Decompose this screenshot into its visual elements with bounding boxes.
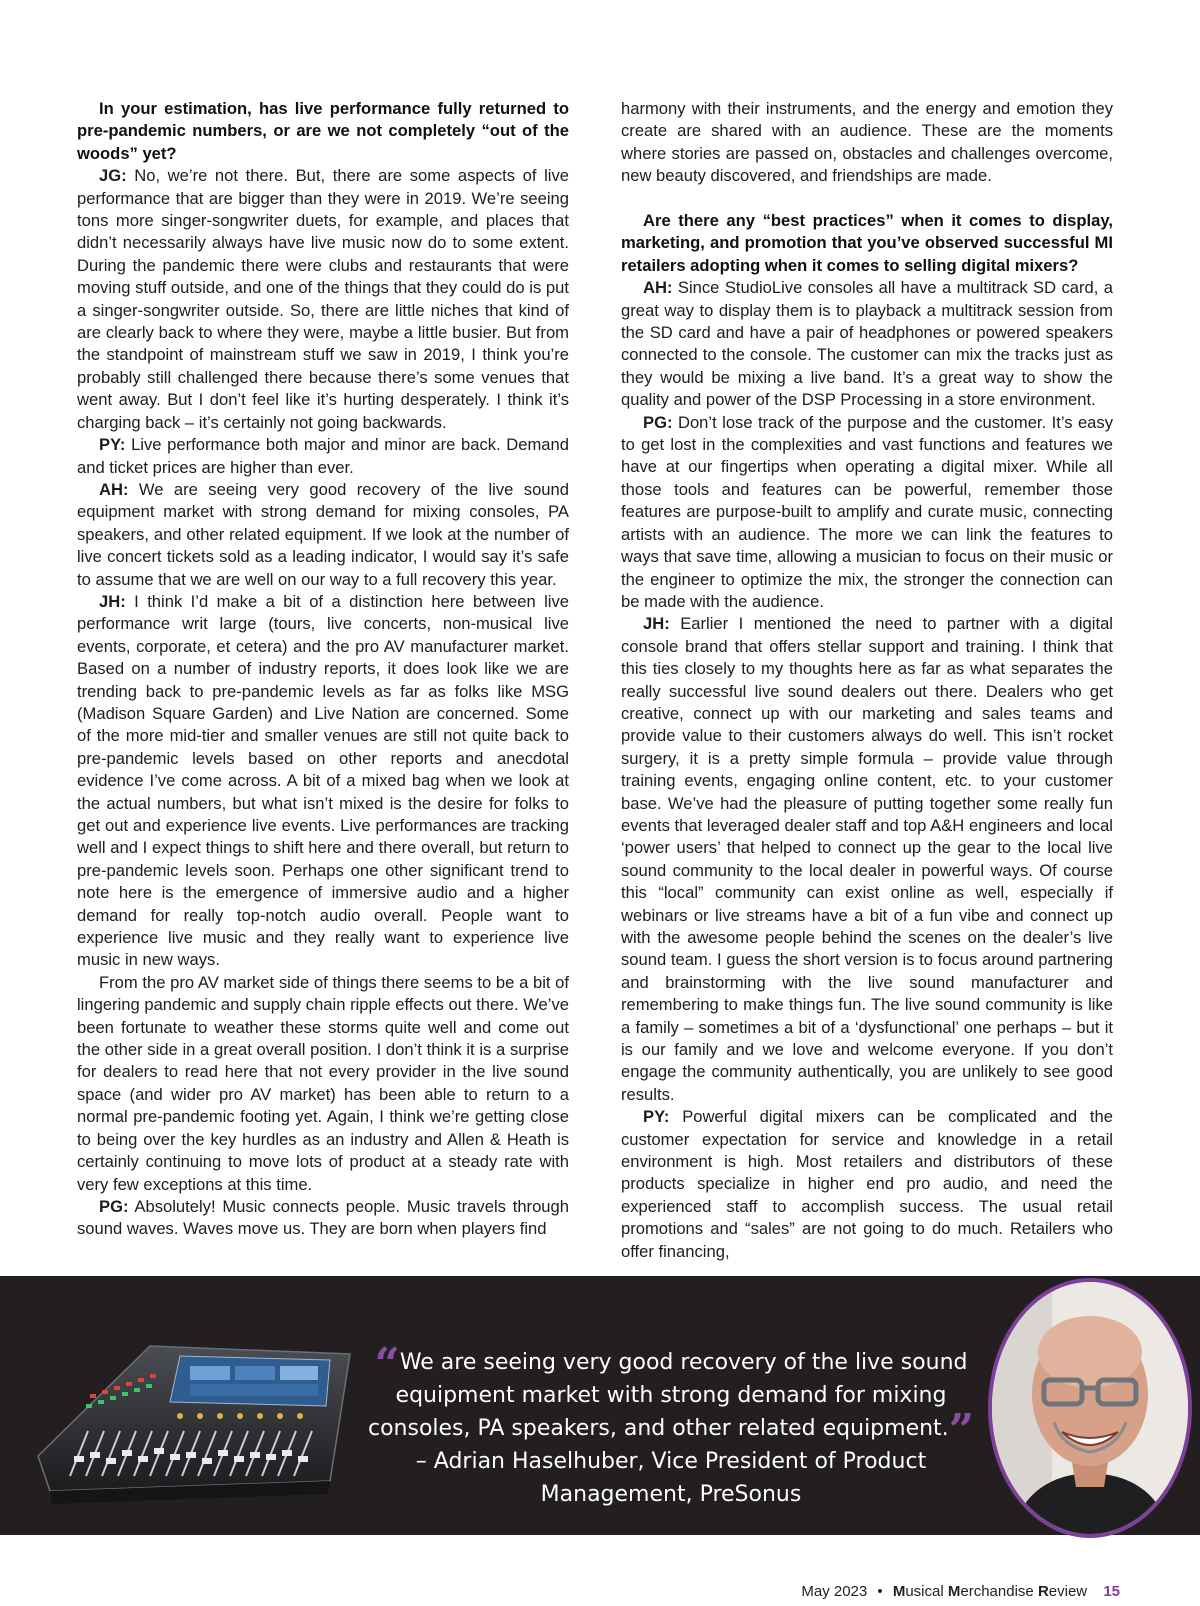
answer-paragraph [77, 434, 569, 479]
speaker-initials: PY: [99, 435, 126, 455]
interview-question: In your estimation, has live performance fully returned to pre-pandemic numbers, or are we not completely “out of the woods” yet? [77, 99, 569, 163]
pull-quote-attribution: – Adrian Haselhuber, Vice President of Product Management, PreSonus [415, 1449, 927, 1507]
open-quote-mark: “ [374, 1339, 400, 1390]
footer-bullet: • [877, 1583, 883, 1600]
answer-text: Live performance both major and minor are back. Demand and ticket prices are higher than ever. [77, 435, 569, 477]
answer-paragraph: From the pro AV market side of things there seems to be a bit of lingering pandemic and supply chain ripple effects out there. We’ve been fortunate to weather these storms quite well and come out the other side in a great overall position. I don’t think it is a surprise for dealers to read here that not every provider in the live sound space (and wider pro AV market) has been able to return to a normal pre-pandemic footing yet. Again, I think we’re getting close to being over the key hurdles as an industry and Allen & Heath is certainly continuing to move lots of product at a steady rate with very few exceptions at this time. [77, 972, 569, 1194]
interview-question: Are there any “best practices” when it comes to display, marketing, and promotion that you’ve observed successful MI retailers adopting when it comes to selling digital mixers? [621, 211, 1113, 275]
speaker-initials: PG: [99, 1196, 129, 1216]
speaker-initials: AH: [643, 278, 673, 298]
answer-text: Don’t lose track of the purpose and the customer. It’s easy to get lost in the complexities and vast functions and features we have at our fingertips when operating a digital mixer. While all those tools and features can be powerful, remember those features are purpose-built to amplify and curate music, connecting artists with an audience. The more we can link the features to ways that save time, allowing a musician to focus on their music or the engineer to optimize the mix, the stronger the connection can be made with the audience. [621, 412, 1113, 611]
pull-quote-band [0, 1276, 1200, 1535]
article-right-column [621, 98, 1113, 1263]
answer-text: Powerful digital mixers can be complicated and the customer expectation for service and knowledge in a retail environment is high. Most retailers and distributors of these products specialize in higher end pro audio, and need the experienced staff to accomplish success. The usual retail promotions and “sales” are not going to do much. Retailers who offer financing, [621, 1107, 1113, 1261]
answer-paragraph [621, 412, 1113, 614]
answer-text: Since StudioLive consoles all have a multitrack SD card, a great way to display them is to playback a multitrack session from the SD card and have a pair of headphones or powered speakers connected to the console. The customer can mix the tracks just as they would be mixing a live band. It’s a great way to show the quality and power of the DSP Processing in a store environment. [621, 278, 1113, 410]
pull-quote [365, 1339, 977, 1511]
article-left-column [77, 98, 569, 1241]
answer-text: I think I’d make a bit of a distinction here between live performance writ large (tours, live concerts, non-musical live events, corporate, et cetera) and the pro AV manufacturer market. Based on a number of industry reports, it does look like we are trending back to pre-pandemic levels as far as folks like MSG (Madison Square Garden) and Live Nation are concerned. Some of the more mid-tier and smaller venues are still not quite back to pre-pandemic levels based on other reports and anecdotal evidence I’ve come across. A bit of a mixed bag when we look at the actual numbers, but what isn’t mixed is the desire for folks to get out and experience live events. Live performances are tracking well and I expect things to shift here and there overall, but return to pre-pandemic levels soon. Perhaps one other significant trend to note here is the emergence of immersive audio and a higher demand for really top-notch audio overall. People want to experience live music and they really want to experience live music in new ways. [77, 591, 569, 970]
speaker-initials: JG: [99, 166, 127, 186]
answer-paragraph [77, 1196, 569, 1241]
answer-paragraph [621, 1106, 1113, 1263]
quote-body: We are seeing very good recovery of the live sound equipment market with strong demand for mixing consoles, PA speakers, and other related equipment. [367, 1350, 968, 1441]
issue-date: May 2023 [801, 1583, 868, 1600]
answer-text: We are seeing very good recovery of the live sound equipment market with strong demand for mixing consoles, PA speakers, and other related equipment. If we look at the number of live concert tickets sold as a leading indicator, I would say it’s safe to assume that we are well on our way to a full recovery this year. [77, 479, 569, 589]
answer-paragraph-continued: harmony with their instruments, and the energy and emotion they create are shared with an audience. These are the moments where stories are passed on, obstacles and challenges overcome, new beauty discovered, and friendships are made. [621, 99, 1113, 186]
answer-paragraph [621, 613, 1113, 1106]
close-quote-mark: ” [948, 1405, 974, 1456]
answer-text: Earlier I mentioned the need to partner with a digital console brand that offers stellar support and training. I think that this ties closely to my thoughts here as far as what separates the really successful live sound dealers out there. Dealers who get creative, connect up with our marketing and sales teams and provide value to their customers always do well. This isn’t rocket surgery, it is a pretty simple formula – provide value through training events, engaging online content, etc. to your customer base. We’ve had the pleasure of putting together some really fun events that leveraged dealer staff and top A&H engineers and local ‘power users’ that helped to connect up the gear to the local live sound community to the local dealer in powerful ways. Of course this “local” community can exist online as well, especially if webinars or live streams have a bit of a fun vibe and connect up with the awesome people behind the scenes on the dealer’s live sound team. I guess the short version is to focus around partnering and brainstorming with the live sound manufacturer and remembering to make things fun. The live sound community is like a family – sometimes a bit of a ‘dysfunctional’ one perhaps – but it is our family and we love and welcome everyone. If you don’t engage the community authentically, you are unlikely to see good results. [621, 614, 1113, 1104]
answer-paragraph [77, 165, 569, 434]
speaker-initials: JH: [643, 614, 670, 634]
mixing-console-image [30, 1316, 360, 1506]
page-number: 15 [1103, 1583, 1120, 1600]
answer-text: No, we’re not there. But, there are some aspects of live performance that are bigger than they were in 2019. We’re seeing tons more singer-songwriter duets, for example, and places that didn’t necessarily always have live music now do to some extent. During the pandemic there were clubs and restaurants that were moving stuff outside, and one of the things that they could do is put a singer-songwriter outside. So, there are little niches that kind of are clearly back to where they were, maybe a little busier. But from the standpoint of mainstream stuff we saw in 2019, I think you’re probably still challenged there because there’s some venues that went away. But I don’t feel like it’s hurting desperately. I think it’s charging back – it’s certainly not going backwards. [77, 166, 569, 432]
answer-paragraph [621, 277, 1113, 411]
answer-text: Absolutely! Music connects people. Music travels through sound waves. Waves move us. They are born when players find [77, 1196, 569, 1239]
answer-paragraph [77, 479, 569, 591]
speaker-initials: AH: [99, 479, 129, 499]
page-footer [801, 1583, 1120, 1600]
pull-quote-text [365, 1339, 977, 1456]
answer-paragraph [77, 591, 569, 972]
speaker-portrait-image [988, 1278, 1192, 1538]
magazine-title: Musical Merchandise Review [892, 1583, 1088, 1600]
speaker-initials: JH: [99, 591, 126, 611]
speaker-initials: PG: [643, 412, 673, 432]
speaker-initials: PY: [643, 1107, 670, 1127]
